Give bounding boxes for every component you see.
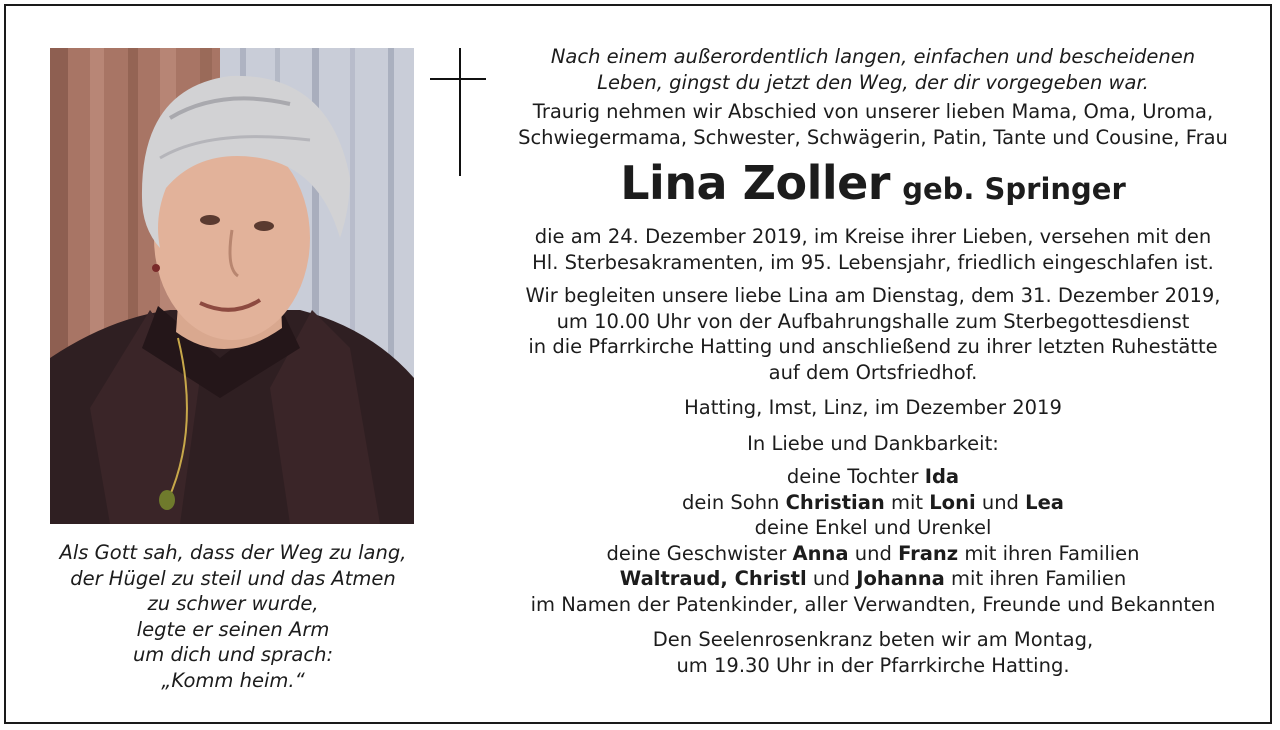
obituary-card: [4, 4, 1272, 724]
family-daughter: [488, 464, 1258, 490]
cross-icon-bar: [430, 78, 486, 80]
family-text: dein Sohn: [682, 490, 780, 514]
family-member-name: Waltraud, Christl: [619, 567, 807, 590]
funeral-line: in die Pfarrkirche Hatting und anschließend zu ihrer letzten Ruhestätte: [528, 335, 1218, 358]
death-notice: [488, 224, 1258, 275]
family-text: und: [812, 567, 850, 590]
death-line: Hl. Sterbesakramenten, im 95. Lebensjahr, friedlich eingeschlafen ist.: [532, 250, 1214, 274]
motto-line: Leben, gingst du jetzt den Weg, der dir vorgegeben war.: [597, 70, 1149, 94]
birth-name: geb. Springer: [902, 172, 1126, 206]
family-member-name: Franz: [898, 541, 959, 565]
poem-line: um dich und sprach:: [132, 643, 334, 667]
family-text: mit ihren Familien: [964, 541, 1140, 565]
poem-line: „Komm heim.“: [161, 668, 305, 692]
rosary-line: um 19.30 Uhr in der Pfarrkirche Hatting.: [676, 653, 1070, 677]
poem-line: zu schwer wurde,: [147, 592, 319, 616]
family-text: deine Tochter: [786, 465, 919, 488]
obituary-text: [488, 44, 1258, 678]
motto-line: Nach einem außerordentlich langen, einfachen und bescheidenen: [550, 45, 1196, 68]
family-text: und: [854, 541, 892, 565]
deceased-name: Lina Zoller: [620, 156, 890, 210]
family-text: mit ihren Familien: [951, 567, 1127, 590]
family-member-name: Ida: [924, 465, 960, 488]
family-son: [488, 490, 1258, 516]
funeral-line: Wir begleiten unsere liebe Lina am Dienstag, dem 31. Dezember 2019,: [525, 284, 1221, 307]
family-grandchildren: deine Enkel und Urenkel: [754, 516, 992, 539]
poem-quote: [18, 540, 448, 694]
intro-line: Traurig nehmen wir Abschied von unserer lieben Mama, Oma, Uroma,: [532, 100, 1214, 123]
portrait-photo: [50, 48, 414, 524]
family-list: [488, 464, 1258, 617]
family-siblings: [488, 541, 1258, 567]
poem-line: legte er seinen Arm: [136, 617, 330, 641]
family-in-laws: [488, 566, 1258, 592]
family-text: mit: [890, 490, 924, 514]
cross-icon: [459, 48, 461, 176]
rosary-notice: [488, 627, 1258, 678]
family-member-name: Loni: [929, 490, 976, 514]
death-line: die am 24. Dezember 2019, im Kreise ihrer Lieben, versehen mit den: [534, 225, 1212, 248]
family-member-name: Johanna: [856, 567, 945, 590]
place-date: Hatting, Imst, Linz, im Dezember 2019: [684, 396, 1062, 419]
intro: [488, 99, 1258, 150]
family-text: und: [981, 490, 1019, 514]
rosary-line: Den Seelenrosenkranz beten wir am Montag,: [652, 628, 1094, 651]
intro-line: Schwiegermama, Schwester, Schwägerin, Patin, Tante und Cousine, Frau: [518, 125, 1228, 149]
funeral-info: [488, 283, 1258, 385]
deceased-heading: [488, 158, 1258, 218]
motto: [488, 44, 1258, 95]
family-member-name: Anna: [792, 541, 849, 565]
family-member-name: Lea: [1025, 490, 1064, 514]
funeral-line: auf dem Ortsfriedhof.: [768, 360, 978, 384]
poem-line: Als Gott sah, dass der Weg zu lang,: [59, 541, 407, 564]
poem-line: der Hügel zu steil und das Atmen: [70, 566, 396, 590]
family-text: deine Geschwister: [606, 541, 787, 565]
funeral-line: um 10.00 Uhr von der Aufbahrungshalle zum Sterbegottesdienst: [556, 309, 1190, 333]
family-member-name: Christian: [785, 490, 885, 514]
thanks-heading: In Liebe und Dankbarkeit:: [747, 431, 999, 455]
family-others: im Namen der Patenkinder, aller Verwandten, Freunde und Bekannten: [530, 592, 1216, 616]
